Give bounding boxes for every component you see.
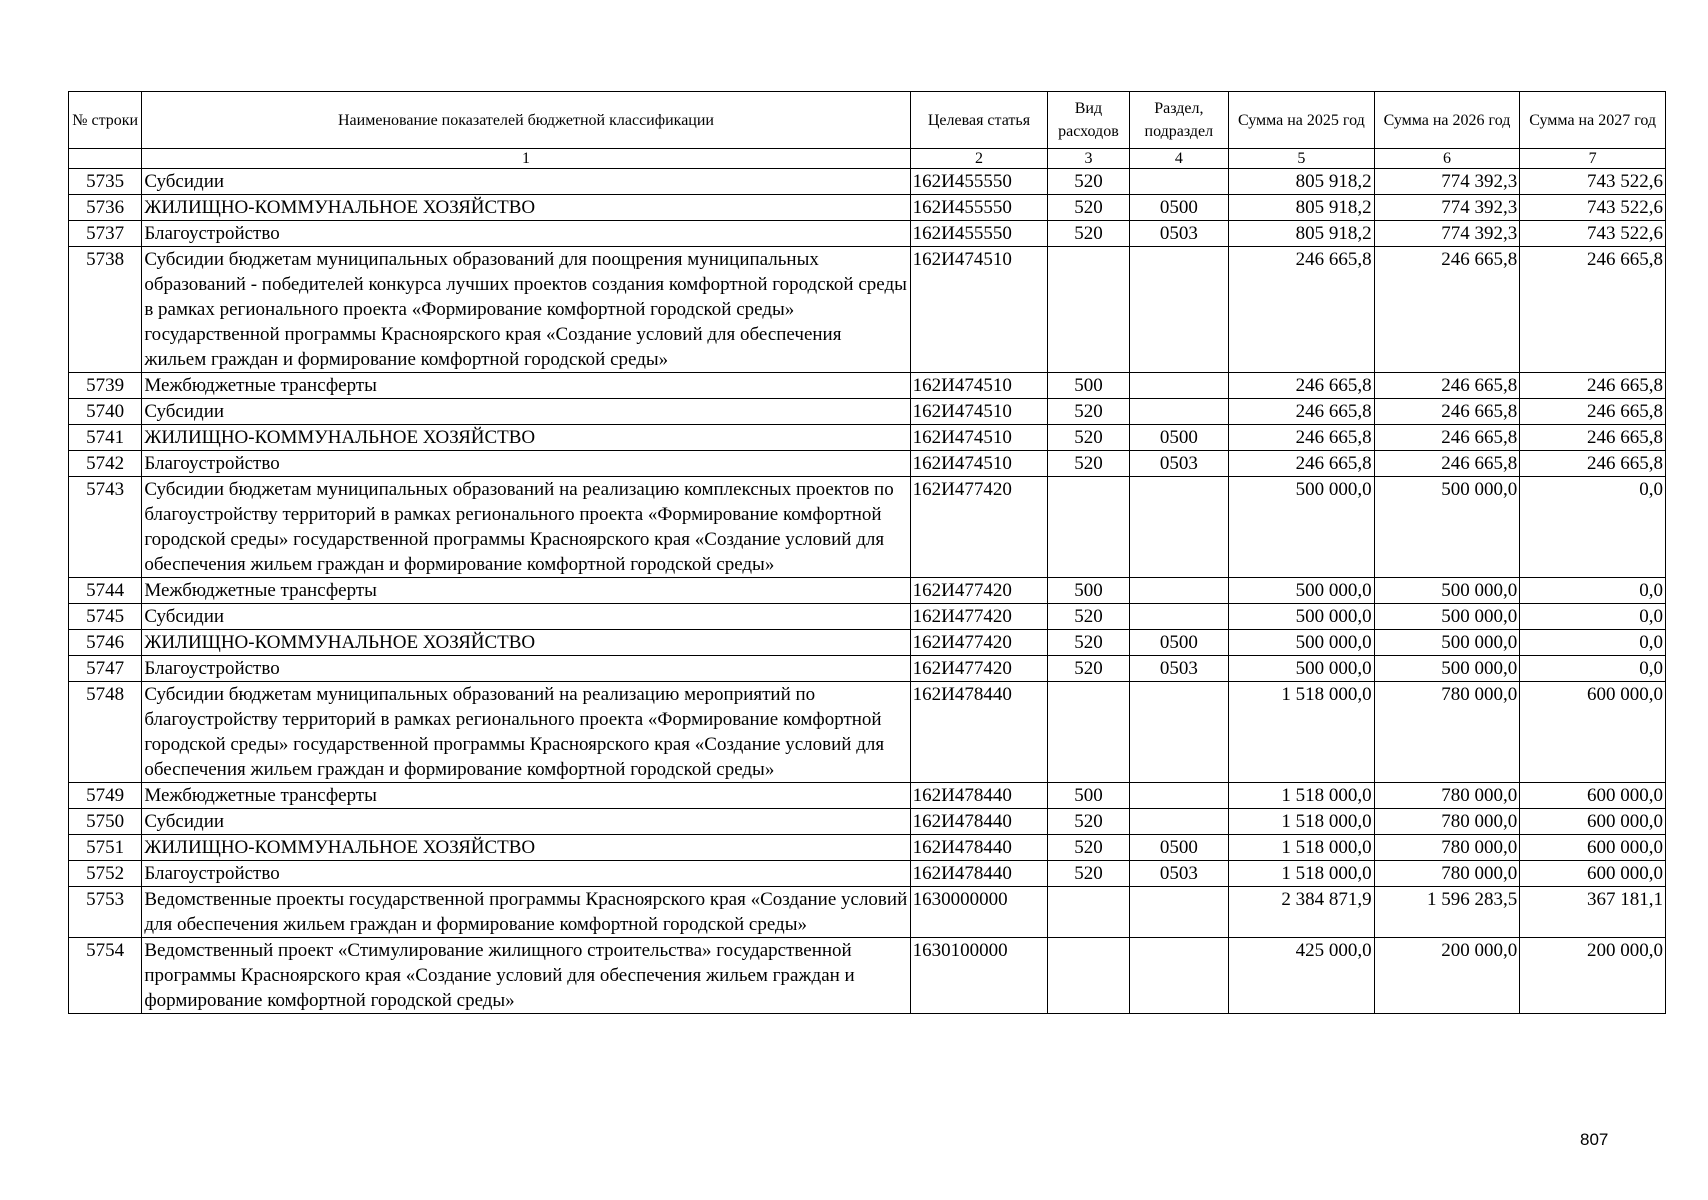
- table-row: [69, 656, 1666, 682]
- row-number-cell: 5735: [69, 169, 142, 195]
- target-article-cell: 162И478440: [910, 861, 1048, 887]
- target-article-cell: 162И477420: [910, 656, 1048, 682]
- row-name-cell: Ведомственные проекты государственной программы Красноярского края «Создание условий для обеспечения жильем граждан и формирование комфортной городской среды»: [142, 887, 910, 938]
- budget-document: [68, 91, 1666, 1014]
- row-number-cell: 5752: [69, 861, 142, 887]
- section-cell: 0503: [1129, 656, 1228, 682]
- expense-type-cell: 520: [1048, 835, 1129, 861]
- row-name-cell: Субсидии: [142, 169, 910, 195]
- sum-2026-cell: 780 000,0: [1374, 809, 1520, 835]
- row-number-cell: 5740: [69, 399, 142, 425]
- table-row: [69, 169, 1666, 195]
- row-name-cell: Субсидии: [142, 809, 910, 835]
- sum-2025-cell: 500 000,0: [1229, 578, 1375, 604]
- row-number-cell: 5741: [69, 425, 142, 451]
- table-row: [69, 887, 1666, 938]
- column-number-blank: [69, 149, 142, 169]
- sum-2026-cell: 780 000,0: [1374, 682, 1520, 783]
- section-cell: [1129, 399, 1228, 425]
- sum-2027-cell: 0,0: [1520, 656, 1666, 682]
- section-cell: [1129, 604, 1228, 630]
- row-number-cell: 5748: [69, 682, 142, 783]
- sum-2027-cell: 246 665,8: [1520, 373, 1666, 399]
- sum-2027-cell: 0,0: [1520, 578, 1666, 604]
- expense-type-cell: 520: [1048, 630, 1129, 656]
- target-article-cell: 162И474510: [910, 451, 1048, 477]
- target-article-cell: 162И477420: [910, 630, 1048, 656]
- table-body: [69, 169, 1666, 1014]
- sum-2025-cell: 246 665,8: [1229, 425, 1375, 451]
- row-number-cell: 5736: [69, 195, 142, 221]
- row-number-cell: 5744: [69, 578, 142, 604]
- sum-2025-cell: 1 518 000,0: [1229, 783, 1375, 809]
- expense-type-cell: 520: [1048, 195, 1129, 221]
- section-cell: [1129, 783, 1228, 809]
- target-article-cell: 162И474510: [910, 373, 1048, 399]
- expense-type-cell: 500: [1048, 578, 1129, 604]
- sum-2027-cell: 743 522,6: [1520, 221, 1666, 247]
- section-cell: 0500: [1129, 195, 1228, 221]
- sum-2027-cell: 0,0: [1520, 604, 1666, 630]
- sum-2026-cell: 500 000,0: [1374, 477, 1520, 578]
- expense-type-cell: 520: [1048, 861, 1129, 887]
- expense-type-cell: 520: [1048, 809, 1129, 835]
- row-name-cell: Субсидии бюджетам муниципальных образований на реализацию мероприятий по благоустройству территорий в рамках регионального проекта «Формирование комфортной городской среды» государственной программы Красноярского края «Создание условий для обеспечения жильем граждан и формирование комфортной городской среды»: [142, 682, 910, 783]
- row-name-cell: Благоустройство: [142, 656, 910, 682]
- target-article-cell: 162И478440: [910, 783, 1048, 809]
- expense-type-cell: [1048, 247, 1129, 373]
- header-sum-2025: Сумма на 2025 год: [1229, 92, 1375, 149]
- table-row: [69, 809, 1666, 835]
- table-row: [69, 399, 1666, 425]
- section-cell: [1129, 809, 1228, 835]
- sum-2027-cell: 0,0: [1520, 630, 1666, 656]
- expense-type-cell: 520: [1048, 169, 1129, 195]
- sum-2026-cell: 780 000,0: [1374, 835, 1520, 861]
- target-article-cell: 1630100000: [910, 938, 1048, 1014]
- section-cell: 0503: [1129, 861, 1228, 887]
- section-cell: 0503: [1129, 221, 1228, 247]
- sum-2025-cell: 1 518 000,0: [1229, 682, 1375, 783]
- row-name-cell: Благоустройство: [142, 221, 910, 247]
- sum-2025-cell: 425 000,0: [1229, 938, 1375, 1014]
- sum-2027-cell: 246 665,8: [1520, 451, 1666, 477]
- sum-2025-cell: 805 918,2: [1229, 169, 1375, 195]
- sum-2025-cell: 805 918,2: [1229, 221, 1375, 247]
- sum-2027-cell: 246 665,8: [1520, 425, 1666, 451]
- sum-2026-cell: 774 392,3: [1374, 169, 1520, 195]
- target-article-cell: 162И477420: [910, 604, 1048, 630]
- sum-2026-cell: 246 665,8: [1374, 451, 1520, 477]
- sum-2026-cell: 780 000,0: [1374, 861, 1520, 887]
- header-name: Наименование показателей бюджетной классификации: [142, 92, 910, 149]
- target-article-cell: 162И455550: [910, 169, 1048, 195]
- header-row-no: № строки: [69, 92, 142, 149]
- table-row: [69, 247, 1666, 373]
- section-cell: [1129, 887, 1228, 938]
- target-article-cell: 162И478440: [910, 682, 1048, 783]
- column-number: 7: [1520, 149, 1666, 169]
- header-section: Раздел, подраздел: [1129, 92, 1228, 149]
- sum-2026-cell: 246 665,8: [1374, 399, 1520, 425]
- row-name-cell: Благоустройство: [142, 861, 910, 887]
- sum-2026-cell: 500 000,0: [1374, 604, 1520, 630]
- row-number-cell: 5747: [69, 656, 142, 682]
- row-number-cell: 5751: [69, 835, 142, 861]
- sum-2027-cell: 367 181,1: [1520, 887, 1666, 938]
- table-header-row: [69, 92, 1666, 149]
- row-name-cell: Субсидии бюджетам муниципальных образований на реализацию комплексных проектов по благоустройству территорий в рамках регионального проекта «Формирование комфортной городской среды» государственной программы Красноярского края «Создание условий для обеспечения жильем граждан и формирование комфортной городской среды»: [142, 477, 910, 578]
- header-sum-2026: Сумма на 2026 год: [1374, 92, 1520, 149]
- expense-type-cell: [1048, 477, 1129, 578]
- sum-2025-cell: 500 000,0: [1229, 604, 1375, 630]
- sum-2025-cell: 1 518 000,0: [1229, 835, 1375, 861]
- sum-2026-cell: 500 000,0: [1374, 578, 1520, 604]
- column-number: 6: [1374, 149, 1520, 169]
- sum-2027-cell: 200 000,0: [1520, 938, 1666, 1014]
- sum-2026-cell: 500 000,0: [1374, 630, 1520, 656]
- row-number-cell: 5745: [69, 604, 142, 630]
- sum-2026-cell: 774 392,3: [1374, 195, 1520, 221]
- section-cell: 0500: [1129, 425, 1228, 451]
- expense-type-cell: 520: [1048, 451, 1129, 477]
- row-number-cell: 5753: [69, 887, 142, 938]
- table-row: [69, 451, 1666, 477]
- target-article-cell: 162И477420: [910, 578, 1048, 604]
- expense-type-cell: [1048, 938, 1129, 1014]
- row-number-cell: 5746: [69, 630, 142, 656]
- sum-2025-cell: 500 000,0: [1229, 630, 1375, 656]
- section-cell: 0503: [1129, 451, 1228, 477]
- row-number-cell: 5737: [69, 221, 142, 247]
- table-row: [69, 221, 1666, 247]
- row-number-cell: 5754: [69, 938, 142, 1014]
- row-name-cell: Межбюджетные трансферты: [142, 783, 910, 809]
- sum-2025-cell: 805 918,2: [1229, 195, 1375, 221]
- sum-2027-cell: 600 000,0: [1520, 809, 1666, 835]
- sum-2027-cell: 600 000,0: [1520, 861, 1666, 887]
- table-row: [69, 938, 1666, 1014]
- sum-2025-cell: 246 665,8: [1229, 373, 1375, 399]
- target-article-cell: 162И455550: [910, 195, 1048, 221]
- row-name-cell: ЖИЛИЩНО-КОММУНАЛЬНОЕ ХОЗЯЙСТВО: [142, 195, 910, 221]
- table-row: [69, 425, 1666, 451]
- sum-2027-cell: 600 000,0: [1520, 783, 1666, 809]
- column-number: 3: [1048, 149, 1129, 169]
- section-cell: [1129, 578, 1228, 604]
- section-cell: [1129, 169, 1228, 195]
- sum-2025-cell: 1 518 000,0: [1229, 809, 1375, 835]
- table-row: [69, 783, 1666, 809]
- row-name-cell: Межбюджетные трансферты: [142, 373, 910, 399]
- row-number-cell: 5750: [69, 809, 142, 835]
- row-number-cell: 5749: [69, 783, 142, 809]
- sum-2025-cell: 246 665,8: [1229, 451, 1375, 477]
- table-row: [69, 861, 1666, 887]
- expense-type-cell: [1048, 682, 1129, 783]
- sum-2027-cell: 743 522,6: [1520, 169, 1666, 195]
- sum-2027-cell: 600 000,0: [1520, 835, 1666, 861]
- target-article-cell: 162И474510: [910, 425, 1048, 451]
- section-cell: [1129, 477, 1228, 578]
- section-cell: 0500: [1129, 835, 1228, 861]
- column-number: 1: [142, 149, 910, 169]
- sum-2025-cell: 246 665,8: [1229, 247, 1375, 373]
- sum-2026-cell: 246 665,8: [1374, 247, 1520, 373]
- sum-2026-cell: 500 000,0: [1374, 656, 1520, 682]
- header-sum-2027: Сумма на 2027 год: [1520, 92, 1666, 149]
- section-cell: [1129, 682, 1228, 783]
- section-cell: [1129, 247, 1228, 373]
- table-row: [69, 835, 1666, 861]
- sum-2025-cell: 500 000,0: [1229, 656, 1375, 682]
- sum-2025-cell: 500 000,0: [1229, 477, 1375, 578]
- table-row: [69, 477, 1666, 578]
- row-number-cell: 5743: [69, 477, 142, 578]
- target-article-cell: 162И477420: [910, 477, 1048, 578]
- sum-2027-cell: 743 522,6: [1520, 195, 1666, 221]
- row-number-cell: 5738: [69, 247, 142, 373]
- target-article-cell: 162И478440: [910, 809, 1048, 835]
- sum-2025-cell: 1 518 000,0: [1229, 861, 1375, 887]
- table-row: [69, 195, 1666, 221]
- column-number-row: [69, 149, 1666, 169]
- sum-2027-cell: 0,0: [1520, 477, 1666, 578]
- row-name-cell: ЖИЛИЩНО-КОММУНАЛЬНОЕ ХОЗЯЙСТВО: [142, 630, 910, 656]
- section-cell: [1129, 938, 1228, 1014]
- target-article-cell: 1630000000: [910, 887, 1048, 938]
- sum-2026-cell: 200 000,0: [1374, 938, 1520, 1014]
- expense-type-cell: 520: [1048, 656, 1129, 682]
- target-article-cell: 162И474510: [910, 247, 1048, 373]
- header-target: Целевая статья: [910, 92, 1048, 149]
- table-row: [69, 682, 1666, 783]
- table-row: [69, 578, 1666, 604]
- column-number: 4: [1129, 149, 1228, 169]
- row-name-cell: Субсидии: [142, 604, 910, 630]
- section-cell: [1129, 373, 1228, 399]
- section-cell: 0500: [1129, 630, 1228, 656]
- target-article-cell: 162И478440: [910, 835, 1048, 861]
- expense-type-cell: 500: [1048, 373, 1129, 399]
- row-name-cell: Субсидии: [142, 399, 910, 425]
- row-number-cell: 5742: [69, 451, 142, 477]
- expense-type-cell: 520: [1048, 221, 1129, 247]
- sum-2027-cell: 246 665,8: [1520, 399, 1666, 425]
- table-row: [69, 630, 1666, 656]
- sum-2025-cell: 2 384 871,9: [1229, 887, 1375, 938]
- target-article-cell: 162И474510: [910, 399, 1048, 425]
- column-number: 5: [1229, 149, 1375, 169]
- expense-type-cell: 520: [1048, 399, 1129, 425]
- expense-type-cell: 520: [1048, 604, 1129, 630]
- row-name-cell: ЖИЛИЩНО-КОММУНАЛЬНОЕ ХОЗЯЙСТВО: [142, 425, 910, 451]
- sum-2026-cell: 246 665,8: [1374, 373, 1520, 399]
- row-name-cell: ЖИЛИЩНО-КОММУНАЛЬНОЕ ХОЗЯЙСТВО: [142, 835, 910, 861]
- table-row: [69, 604, 1666, 630]
- sum-2026-cell: 1 596 283,5: [1374, 887, 1520, 938]
- sum-2027-cell: 246 665,8: [1520, 247, 1666, 373]
- row-number-cell: 5739: [69, 373, 142, 399]
- table-row: [69, 373, 1666, 399]
- target-article-cell: 162И455550: [910, 221, 1048, 247]
- sum-2026-cell: 246 665,8: [1374, 425, 1520, 451]
- sum-2026-cell: 774 392,3: [1374, 221, 1520, 247]
- sum-2025-cell: 246 665,8: [1229, 399, 1375, 425]
- sum-2026-cell: 780 000,0: [1374, 783, 1520, 809]
- row-name-cell: Благоустройство: [142, 451, 910, 477]
- row-name-cell: Субсидии бюджетам муниципальных образований для поощрения муниципальных образований - победителей конкурса лучших проектов создания комфортной городской среды в рамках регионального проекта «Формирование комфортной городской среды» государственной программы Красноярского края «Создание условий для обеспечения жильем граждан и формирование комфортной городской среды»: [142, 247, 910, 373]
- header-expense-type: Вид расходов: [1048, 92, 1129, 149]
- expense-type-cell: [1048, 887, 1129, 938]
- column-number: 2: [910, 149, 1048, 169]
- page-number: 807: [1580, 1130, 1609, 1149]
- row-name-cell: Межбюджетные трансферты: [142, 578, 910, 604]
- sum-2027-cell: 600 000,0: [1520, 682, 1666, 783]
- expense-type-cell: 520: [1048, 425, 1129, 451]
- expense-type-cell: 500: [1048, 783, 1129, 809]
- row-name-cell: Ведомственный проект «Стимулирование жилищного строительства» государственной программы Красноярского края «Создание условий для обеспечения жильем граждан и формирование комфортной городской среды»: [142, 938, 910, 1014]
- budget-table: [68, 91, 1666, 1014]
